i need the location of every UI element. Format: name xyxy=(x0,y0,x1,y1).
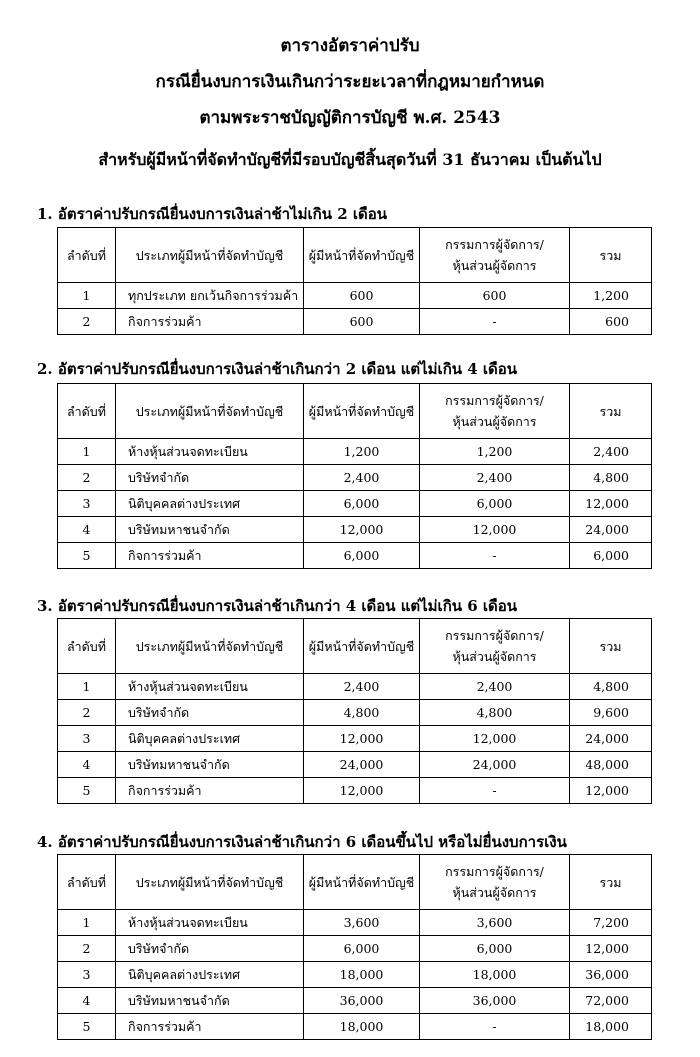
section-title: 4. อัตราค่าปรับกรณียื่นงบการเงินล่าช้าเกินกว่า 6 เดือนขึ้นไป หรือไม่ยื่นงบการเงิน xyxy=(37,833,567,851)
cell-type: นิติบุคคลต่างประเทศ xyxy=(116,962,304,988)
cell-type: ห้างหุ้นส่วนจดทะเบียน xyxy=(116,910,304,936)
cell-total-fine: 24,000 xyxy=(570,517,652,543)
table-row xyxy=(58,726,652,752)
cell-director-fine: 1,200 xyxy=(420,439,570,465)
cell-type: บริษัทมหาชนจำกัด xyxy=(116,988,304,1014)
cell-total-fine: 12,000 xyxy=(570,778,652,804)
cell-owner-fine: 6,000 xyxy=(304,543,420,569)
table-row xyxy=(58,309,652,335)
cell-no: 1 xyxy=(58,910,116,936)
cell-type: นิติบุคคลต่างประเทศ xyxy=(116,726,304,752)
section-title: 1. อัตราค่าปรับกรณียื่นงบการเงินล่าช้าไม่เกิน 2 เดือน xyxy=(37,205,388,223)
column-header-no: ลำดับที่ xyxy=(58,619,116,674)
cell-no: 1 xyxy=(58,439,116,465)
cell-owner-fine: 3,600 xyxy=(304,910,420,936)
cell-total-fine: 600 xyxy=(570,309,652,335)
cell-owner-fine: 18,000 xyxy=(304,1014,420,1040)
cell-director-fine: 36,000 xyxy=(420,988,570,1014)
cell-type: นิติบุคคลต่างประเทศ xyxy=(116,491,304,517)
cell-owner-fine: 600 xyxy=(304,283,420,309)
cell-type: บริษัทมหาชนจำกัด xyxy=(116,517,304,543)
fine-table xyxy=(57,854,652,1040)
column-header-director-line2: หุ้นส่วนผู้จัดการ xyxy=(452,414,537,429)
table-row xyxy=(58,752,652,778)
column-header-no: ลำดับที่ xyxy=(58,228,116,283)
cell-no: 1 xyxy=(58,674,116,700)
table-row xyxy=(58,283,652,309)
page-subtitle-3: สำหรับผู้มีหน้าที่จัดทำบัญชีที่มีรอบบัญชีสิ้นสุดวันที่ 31 ธันวาคม เป็นต้นไป xyxy=(98,150,602,169)
column-header-total: รวม xyxy=(570,384,652,439)
cell-owner-fine: 2,400 xyxy=(304,465,420,491)
cell-total-fine: 12,000 xyxy=(570,491,652,517)
cell-no: 2 xyxy=(58,309,116,335)
cell-owner-fine: 18,000 xyxy=(304,962,420,988)
page-title: ตารางอัตราค่าปรับ xyxy=(280,36,420,56)
cell-director-fine: 4,800 xyxy=(420,700,570,726)
fine-table xyxy=(57,227,652,335)
cell-no: 2 xyxy=(58,465,116,491)
column-header-no: ลำดับที่ xyxy=(58,855,116,910)
cell-no: 5 xyxy=(58,1014,116,1040)
cell-director-fine: 2,400 xyxy=(420,674,570,700)
table-row xyxy=(58,962,652,988)
column-header-owner: ผู้มีหน้าที่จัดทำบัญชี xyxy=(304,855,420,910)
cell-director-fine: 3,600 xyxy=(420,910,570,936)
cell-no: 1 xyxy=(58,283,116,309)
cell-owner-fine: 2,400 xyxy=(304,674,420,700)
column-header-total: รวม xyxy=(570,619,652,674)
cell-director-fine: - xyxy=(420,778,570,804)
cell-owner-fine: 12,000 xyxy=(304,778,420,804)
cell-owner-fine: 24,000 xyxy=(304,752,420,778)
table-row xyxy=(58,988,652,1014)
table-row xyxy=(58,700,652,726)
column-header-director xyxy=(420,619,570,674)
cell-director-fine: 6,000 xyxy=(420,491,570,517)
column-header-director-line1: กรรมการผู้จัดการ/ xyxy=(445,864,544,879)
cell-no: 4 xyxy=(58,752,116,778)
cell-type: กิจการร่วมค้า xyxy=(116,1014,304,1040)
cell-type: บริษัทจำกัด xyxy=(116,465,304,491)
column-header-director xyxy=(420,228,570,283)
cell-type: กิจการร่วมค้า xyxy=(116,309,304,335)
column-header-director-line1: กรรมการผู้จัดการ/ xyxy=(445,628,544,643)
cell-owner-fine: 36,000 xyxy=(304,988,420,1014)
column-header-director-line1: กรรมการผู้จัดการ/ xyxy=(445,237,544,252)
table-header-row xyxy=(58,228,652,283)
cell-director-fine: - xyxy=(420,543,570,569)
table-row xyxy=(58,936,652,962)
table-row xyxy=(58,465,652,491)
cell-total-fine: 36,000 xyxy=(570,962,652,988)
cell-type: ทุกประเภท ยกเว้นกิจการร่วมค้า xyxy=(116,283,304,309)
fine-table xyxy=(57,618,652,804)
column-header-type: ประเภทผู้มีหน้าที่จัดทำบัญชี xyxy=(116,855,304,910)
column-header-director-line2: หุ้นส่วนผู้จัดการ xyxy=(452,258,537,273)
cell-total-fine: 72,000 xyxy=(570,988,652,1014)
cell-no: 4 xyxy=(58,988,116,1014)
column-header-director-line2: หุ้นส่วนผู้จัดการ xyxy=(452,649,537,664)
cell-no: 4 xyxy=(58,517,116,543)
cell-director-fine: - xyxy=(420,1014,570,1040)
table-row xyxy=(58,491,652,517)
cell-owner-fine: 12,000 xyxy=(304,517,420,543)
column-header-type: ประเภทผู้มีหน้าที่จัดทำบัญชี xyxy=(116,228,304,283)
cell-total-fine: 7,200 xyxy=(570,910,652,936)
cell-type: บริษัทมหาชนจำกัด xyxy=(116,752,304,778)
cell-director-fine: 2,400 xyxy=(420,465,570,491)
cell-total-fine: 24,000 xyxy=(570,726,652,752)
column-header-director-line2: หุ้นส่วนผู้จัดการ xyxy=(452,885,537,900)
column-header-director xyxy=(420,384,570,439)
table-row xyxy=(58,517,652,543)
cell-total-fine: 18,000 xyxy=(570,1014,652,1040)
cell-director-fine: 18,000 xyxy=(420,962,570,988)
cell-director-fine: 12,000 xyxy=(420,726,570,752)
table-row xyxy=(58,1014,652,1040)
table-header-row xyxy=(58,855,652,910)
cell-type: กิจการร่วมค้า xyxy=(116,543,304,569)
column-header-director xyxy=(420,855,570,910)
cell-total-fine: 4,800 xyxy=(570,674,652,700)
cell-type: บริษัทจำกัด xyxy=(116,700,304,726)
section-title: 3. อัตราค่าปรับกรณียื่นงบการเงินล่าช้าเกินกว่า 4 เดือน แต่ไม่เกิน 6 เดือน xyxy=(37,597,518,615)
cell-total-fine: 2,400 xyxy=(570,439,652,465)
column-header-total: รวม xyxy=(570,855,652,910)
column-header-director-line1: กรรมการผู้จัดการ/ xyxy=(445,393,544,408)
table-row xyxy=(58,910,652,936)
column-header-type: ประเภทผู้มีหน้าที่จัดทำบัญชี xyxy=(116,619,304,674)
cell-owner-fine: 1,200 xyxy=(304,439,420,465)
column-header-total: รวม xyxy=(570,228,652,283)
column-header-owner: ผู้มีหน้าที่จัดทำบัญชี xyxy=(304,619,420,674)
cell-type: ห้างหุ้นส่วนจดทะเบียน xyxy=(116,439,304,465)
cell-owner-fine: 6,000 xyxy=(304,936,420,962)
cell-director-fine: - xyxy=(420,309,570,335)
cell-total-fine: 9,600 xyxy=(570,700,652,726)
cell-owner-fine: 600 xyxy=(304,309,420,335)
column-header-type: ประเภทผู้มีหน้าที่จัดทำบัญชี xyxy=(116,384,304,439)
cell-no: 3 xyxy=(58,491,116,517)
cell-owner-fine: 4,800 xyxy=(304,700,420,726)
cell-total-fine: 1,200 xyxy=(570,283,652,309)
cell-owner-fine: 6,000 xyxy=(304,491,420,517)
table-row xyxy=(58,439,652,465)
column-header-owner: ผู้มีหน้าที่จัดทำบัญชี xyxy=(304,384,420,439)
cell-director-fine: 12,000 xyxy=(420,517,570,543)
column-header-owner: ผู้มีหน้าที่จัดทำบัญชี xyxy=(304,228,420,283)
cell-no: 5 xyxy=(58,543,116,569)
cell-director-fine: 600 xyxy=(420,283,570,309)
cell-no: 3 xyxy=(58,962,116,988)
table-header-row xyxy=(58,619,652,674)
cell-no: 2 xyxy=(58,936,116,962)
cell-owner-fine: 12,000 xyxy=(304,726,420,752)
column-header-no: ลำดับที่ xyxy=(58,384,116,439)
table-row xyxy=(58,778,652,804)
table-row xyxy=(58,543,652,569)
cell-no: 3 xyxy=(58,726,116,752)
fine-table xyxy=(57,383,652,569)
page-subtitle-2: ตามพระราชบัญญัติการบัญชี พ.ศ. 2543 xyxy=(199,108,501,128)
section-title: 2. อัตราค่าปรับกรณียื่นงบการเงินล่าช้าเกินกว่า 2 เดือน แต่ไม่เกิน 4 เดือน xyxy=(37,360,518,378)
cell-type: ห้างหุ้นส่วนจดทะเบียน xyxy=(116,674,304,700)
cell-total-fine: 48,000 xyxy=(570,752,652,778)
table-header-row xyxy=(58,384,652,439)
table-row xyxy=(58,674,652,700)
cell-total-fine: 6,000 xyxy=(570,543,652,569)
cell-director-fine: 24,000 xyxy=(420,752,570,778)
cell-total-fine: 4,800 xyxy=(570,465,652,491)
cell-type: กิจการร่วมค้า xyxy=(116,778,304,804)
cell-no: 5 xyxy=(58,778,116,804)
cell-total-fine: 12,000 xyxy=(570,936,652,962)
page-subtitle-1: กรณียื่นงบการเงินเกินกว่าระยะเวลาที่กฎหมายกำหนด xyxy=(155,72,545,92)
cell-director-fine: 6,000 xyxy=(420,936,570,962)
cell-no: 2 xyxy=(58,700,116,726)
cell-type: บริษัทจำกัด xyxy=(116,936,304,962)
